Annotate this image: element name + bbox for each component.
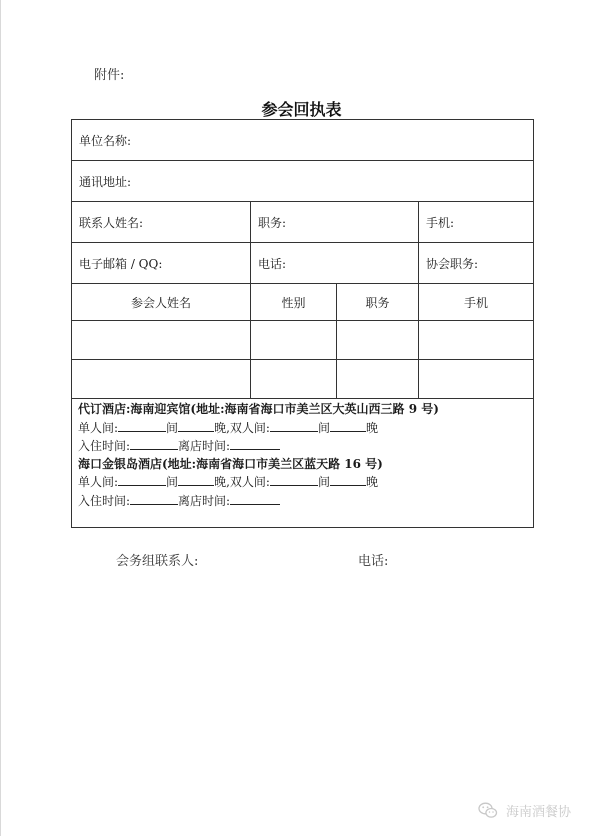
email-qq-field[interactable] <box>72 243 251 284</box>
hotel-2-dates-line <box>78 492 527 511</box>
hotel-1-dates-line <box>78 437 527 456</box>
watermark <box>478 801 571 820</box>
single-room-nights-blank[interactable] <box>178 473 214 486</box>
hotel-booking-row <box>72 399 534 528</box>
receipt-form-table <box>71 119 534 528</box>
footer-phone-label: 电话: <box>358 554 389 569</box>
row-email <box>72 243 534 284</box>
attendee-name-cell[interactable] <box>72 321 251 360</box>
form-title: 参会回执表 <box>261 100 342 119</box>
checkin-date-blank[interactable] <box>130 492 178 505</box>
wechat-icon <box>478 802 498 819</box>
mobile-label: 手机: <box>426 215 455 230</box>
assoc-position-label: 协会职务: <box>426 256 479 271</box>
double-room-nights-blank[interactable] <box>330 419 366 432</box>
night-unit-label: 晚, <box>214 420 230 435</box>
double-room-count-blank[interactable] <box>270 473 318 486</box>
attachment-label: 附件: <box>94 68 125 83</box>
night-end-label: 晚 <box>365 420 378 435</box>
double-room-nights-blank[interactable] <box>330 473 366 486</box>
hotel-2-name: 海口金银岛酒店(地址:海南省海口市美兰区蓝天路 16 号) <box>78 456 383 471</box>
single-room-label: 单人间: <box>78 475 119 489</box>
address-label: 通讯地址: <box>79 174 132 189</box>
attendee-header-row <box>72 284 534 321</box>
row-address <box>72 161 534 202</box>
double-room-label: 双人间: <box>229 475 270 489</box>
double-room-label: 双人间: <box>229 420 270 435</box>
attendee-position-cell[interactable] <box>337 321 419 360</box>
attendee-row <box>72 360 534 399</box>
contact-name-label: 联系人姓名: <box>79 215 144 230</box>
checkout-date-blank[interactable] <box>230 492 280 505</box>
row-unit-name <box>72 120 534 161</box>
position-field[interactable] <box>251 202 419 243</box>
night-unit-label: 晚, <box>214 475 230 489</box>
checkin-label: 入住时间: <box>78 439 131 453</box>
single-room-count-blank[interactable] <box>118 419 166 432</box>
room-unit-label: 间 <box>317 420 330 435</box>
unit-name-field[interactable] <box>72 120 534 161</box>
unit-name-label: 单位名称: <box>79 133 132 148</box>
address-field[interactable] <box>72 161 534 202</box>
single-room-nights-blank[interactable] <box>178 419 214 432</box>
single-room-label: 单人间: <box>78 420 119 435</box>
room-unit-label: 间 <box>166 475 179 489</box>
hotel-1-name: 代订酒店:海南迎宾馆(地址:海南省海口市美兰区大英山西三路 9 号) <box>78 402 439 416</box>
room-unit-label: 间 <box>166 420 179 435</box>
single-room-count-blank[interactable] <box>118 473 166 486</box>
attendee-gender-cell[interactable] <box>251 321 337 360</box>
col-header-name: 参会人姓名 <box>72 284 251 321</box>
col-header-mobile: 手机 <box>419 284 534 321</box>
double-room-count-blank[interactable] <box>270 419 318 432</box>
footer-contact-label: 会务组联系人: <box>116 554 199 569</box>
attendee-name-cell[interactable] <box>72 360 251 399</box>
email-qq-label: 电子邮箱 / QQ: <box>79 256 163 271</box>
phone-field[interactable] <box>251 243 419 284</box>
hotel-booking-cell <box>72 399 534 528</box>
page-left-edge <box>0 0 1 836</box>
row-contact <box>72 202 534 243</box>
attendee-position-cell[interactable] <box>337 360 419 399</box>
attendee-mobile-cell[interactable] <box>419 321 534 360</box>
assoc-position-field[interactable] <box>419 243 534 284</box>
room-unit-label: 间 <box>317 475 330 489</box>
mobile-field[interactable] <box>419 202 534 243</box>
phone-label: 电话: <box>258 256 287 271</box>
col-header-position: 职务 <box>337 284 419 321</box>
checkin-date-blank[interactable] <box>130 437 178 450</box>
attendee-gender-cell[interactable] <box>251 360 337 399</box>
checkin-label: 入住时间: <box>78 493 131 508</box>
contact-name-field[interactable] <box>72 202 251 243</box>
watermark-text: 海南酒餐协 <box>506 805 572 820</box>
attendee-row <box>72 321 534 360</box>
night-end-label: 晚 <box>365 475 378 489</box>
hotel-2-rooms-line <box>78 473 527 492</box>
checkout-date-blank[interactable] <box>230 437 280 450</box>
col-header-gender: 性别 <box>251 284 337 321</box>
hotel-1-rooms-line <box>78 419 527 438</box>
checkout-label: 离店时间: <box>178 439 231 453</box>
checkout-label: 离店时间: <box>178 493 231 508</box>
position-label: 职务: <box>258 215 287 230</box>
attendee-mobile-cell[interactable] <box>419 360 534 399</box>
